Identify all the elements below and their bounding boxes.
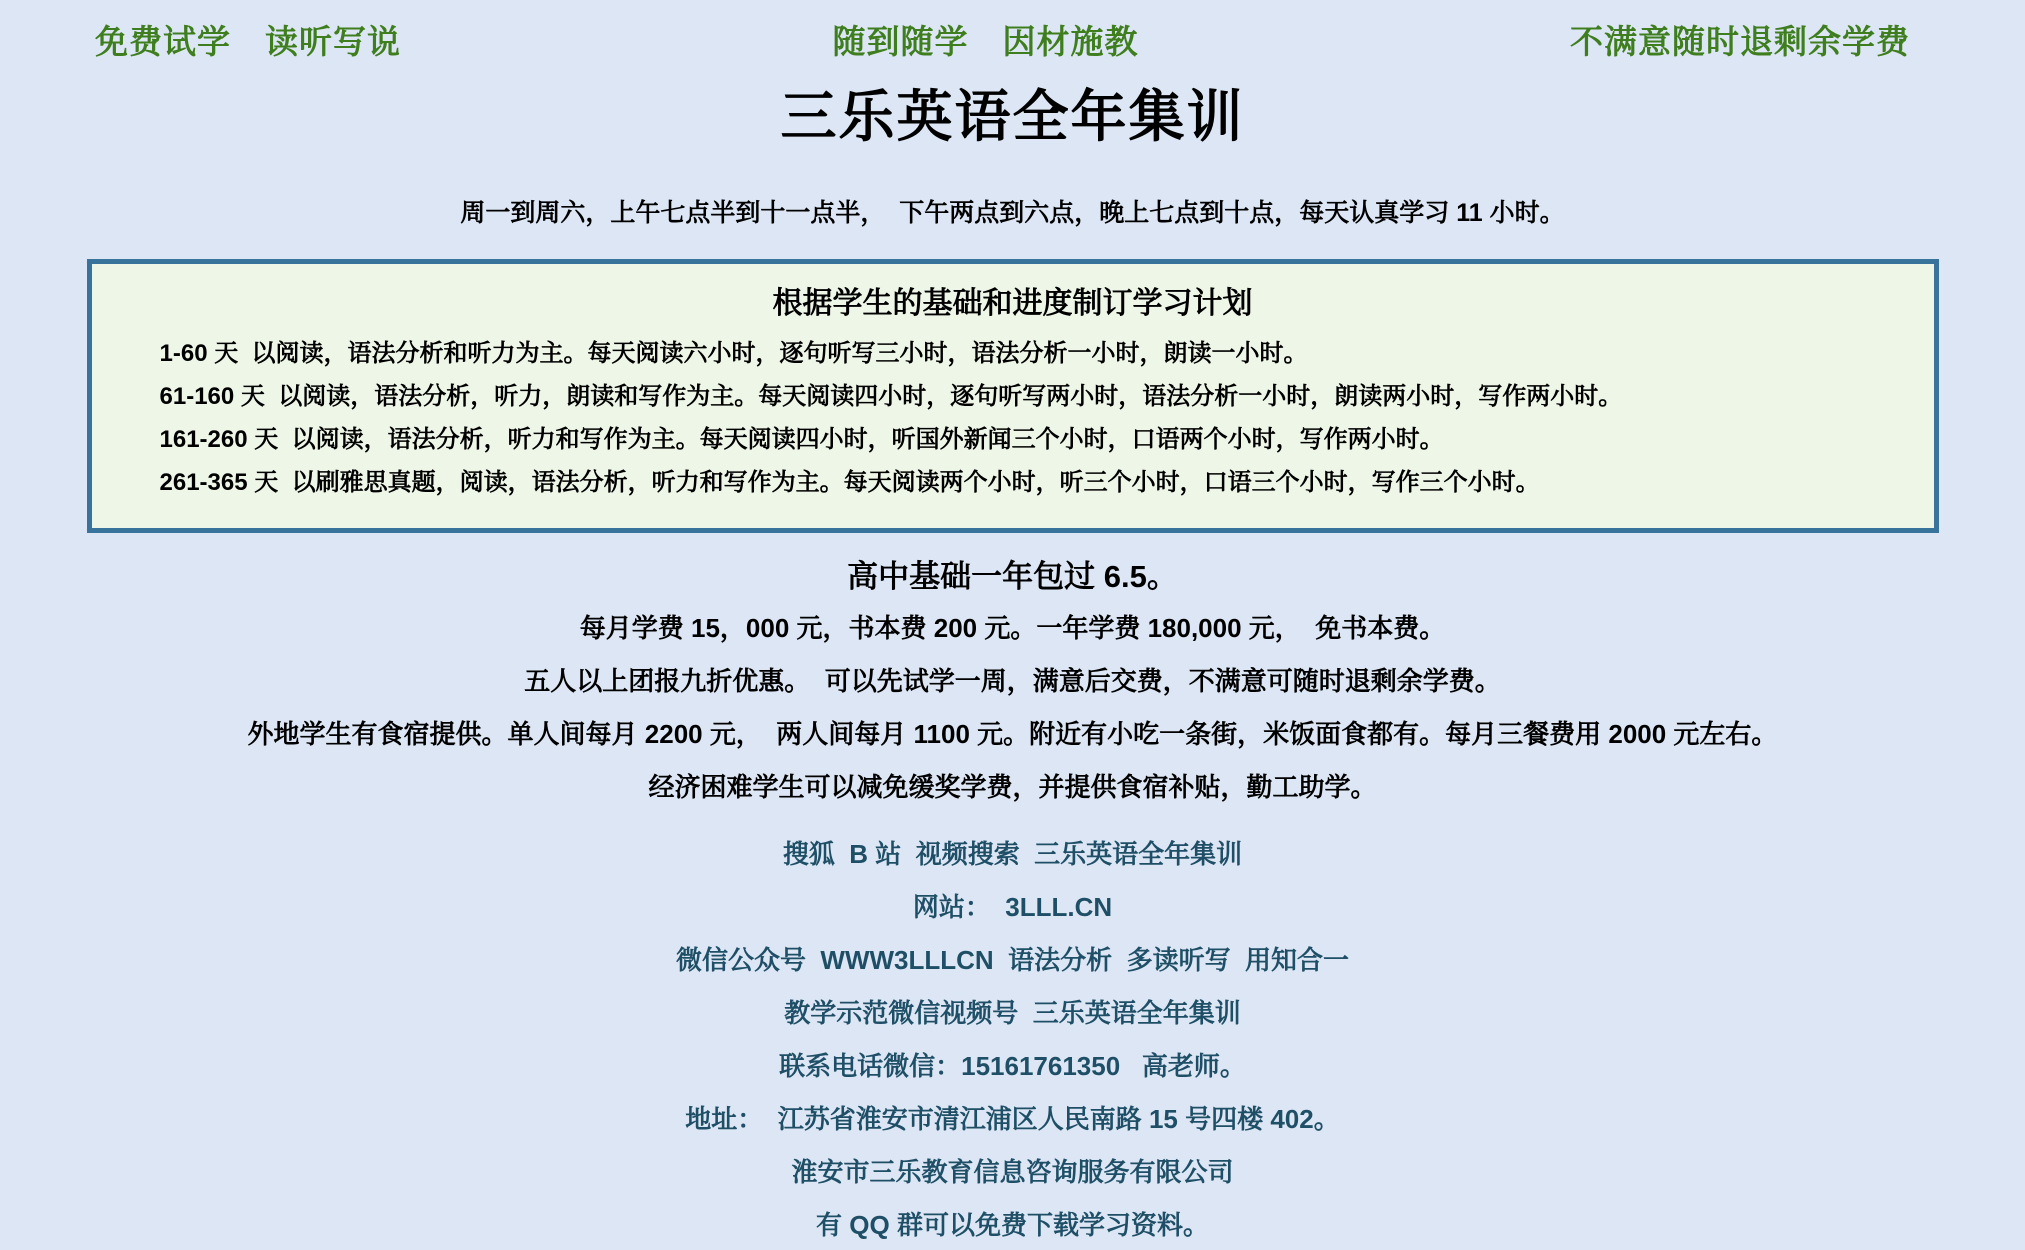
details-section [0, 547, 2025, 812]
study-plan-box [87, 259, 1939, 533]
slogan-anytime: 随到随学 因材施教 [832, 23, 1139, 60]
financial-aid-line: 经济困难学生可以减免缓奖学费，并提供食宿补贴，勤工助学。 [648, 772, 1377, 802]
schedule-line: 周一到周六，上午七点半到十一点半， 下午两点到六点，晚上七点到十点，每天认真学习 11 小时。 [460, 199, 1565, 227]
website-line: 网站： 3LLL.CN [912, 892, 1113, 922]
study-plan-item-days-61-160: 61-160 天 以阅读，语法分析，听力，朗读和写作为主。每天阅读四小时，逐句听写两小时，语法分析一小时，朗读两小时，写作两小时。 [159, 383, 1623, 410]
slogan-free-trial: 免费试学 读听写说 [95, 23, 401, 60]
qq-group-line: 有 QQ 群可以免费下载学习资料。 [816, 1210, 1209, 1240]
video-search-line: 搜狐 B 站 视频搜索 三乐英语全年集训 [782, 839, 1243, 869]
company-name-line: 淮安市三乐教育信息咨询服务有限公司 [791, 1157, 1234, 1187]
study-plan-item-days-1-60: 1-60 天 以阅读，语法分析和听力为主。每天阅读六小时，逐句听写三小时，语法分析一小时，朗读一小时。 [159, 340, 1308, 367]
study-plan-item-days-161-260: 161-260 天 以阅读，语法分析，听力和写作为主。每天阅读四小时，听国外新闻三个小时，口语两个小时，写作两小时。 [159, 426, 1444, 453]
tuition-line: 每月学费 15，000 元，书本费 200 元。一年学费 180,000 元， 免书本费。 [579, 613, 1446, 643]
address-line: 地址： 江苏省淮安市清江浦区人民南路 15 号四楼 402。 [685, 1104, 1340, 1134]
study-plan-title: 根据学生的基础和进度制订学习计划 [772, 287, 1253, 320]
study-plan-item-days-261-365: 261-365 天 以刷雅思真题，阅读，语法分析，听力和写作为主。每天阅读两个小时，听三个小时，口语三个小时，写作三个小时。 [159, 469, 1540, 496]
phone-line: 联系电话微信：15161761350 高老师。 [779, 1051, 1246, 1081]
wechat-video-line: 教学示范微信视频号 三乐英语全年集训 [784, 998, 1241, 1028]
wechat-official-line: 微信公众号 WWW3LLLCN 语法分析 多读听写 用知合一 [675, 945, 1350, 975]
contact-section [0, 826, 2025, 1250]
slogan-refund: 不满意随时退剩余学费 [1570, 23, 1910, 60]
page-title: 三乐英语全年集训 [780, 85, 1245, 148]
guarantee-line: 高中基础一年包过 6.5。 [847, 559, 1178, 594]
slogan-row [0, 0, 2025, 63]
discount-line: 五人以上团报九折优惠。 可以先试学一周，满意后交费，不满意可随时退剩余学费。 [524, 666, 1501, 696]
accommodation-line: 外地学生有食宿提供。单人间每月 2200 元， 两人间每月 1100 元。附近有小吃一条街，米饭面食都有。每月三餐费用 2000 元左右。 [247, 719, 1778, 749]
